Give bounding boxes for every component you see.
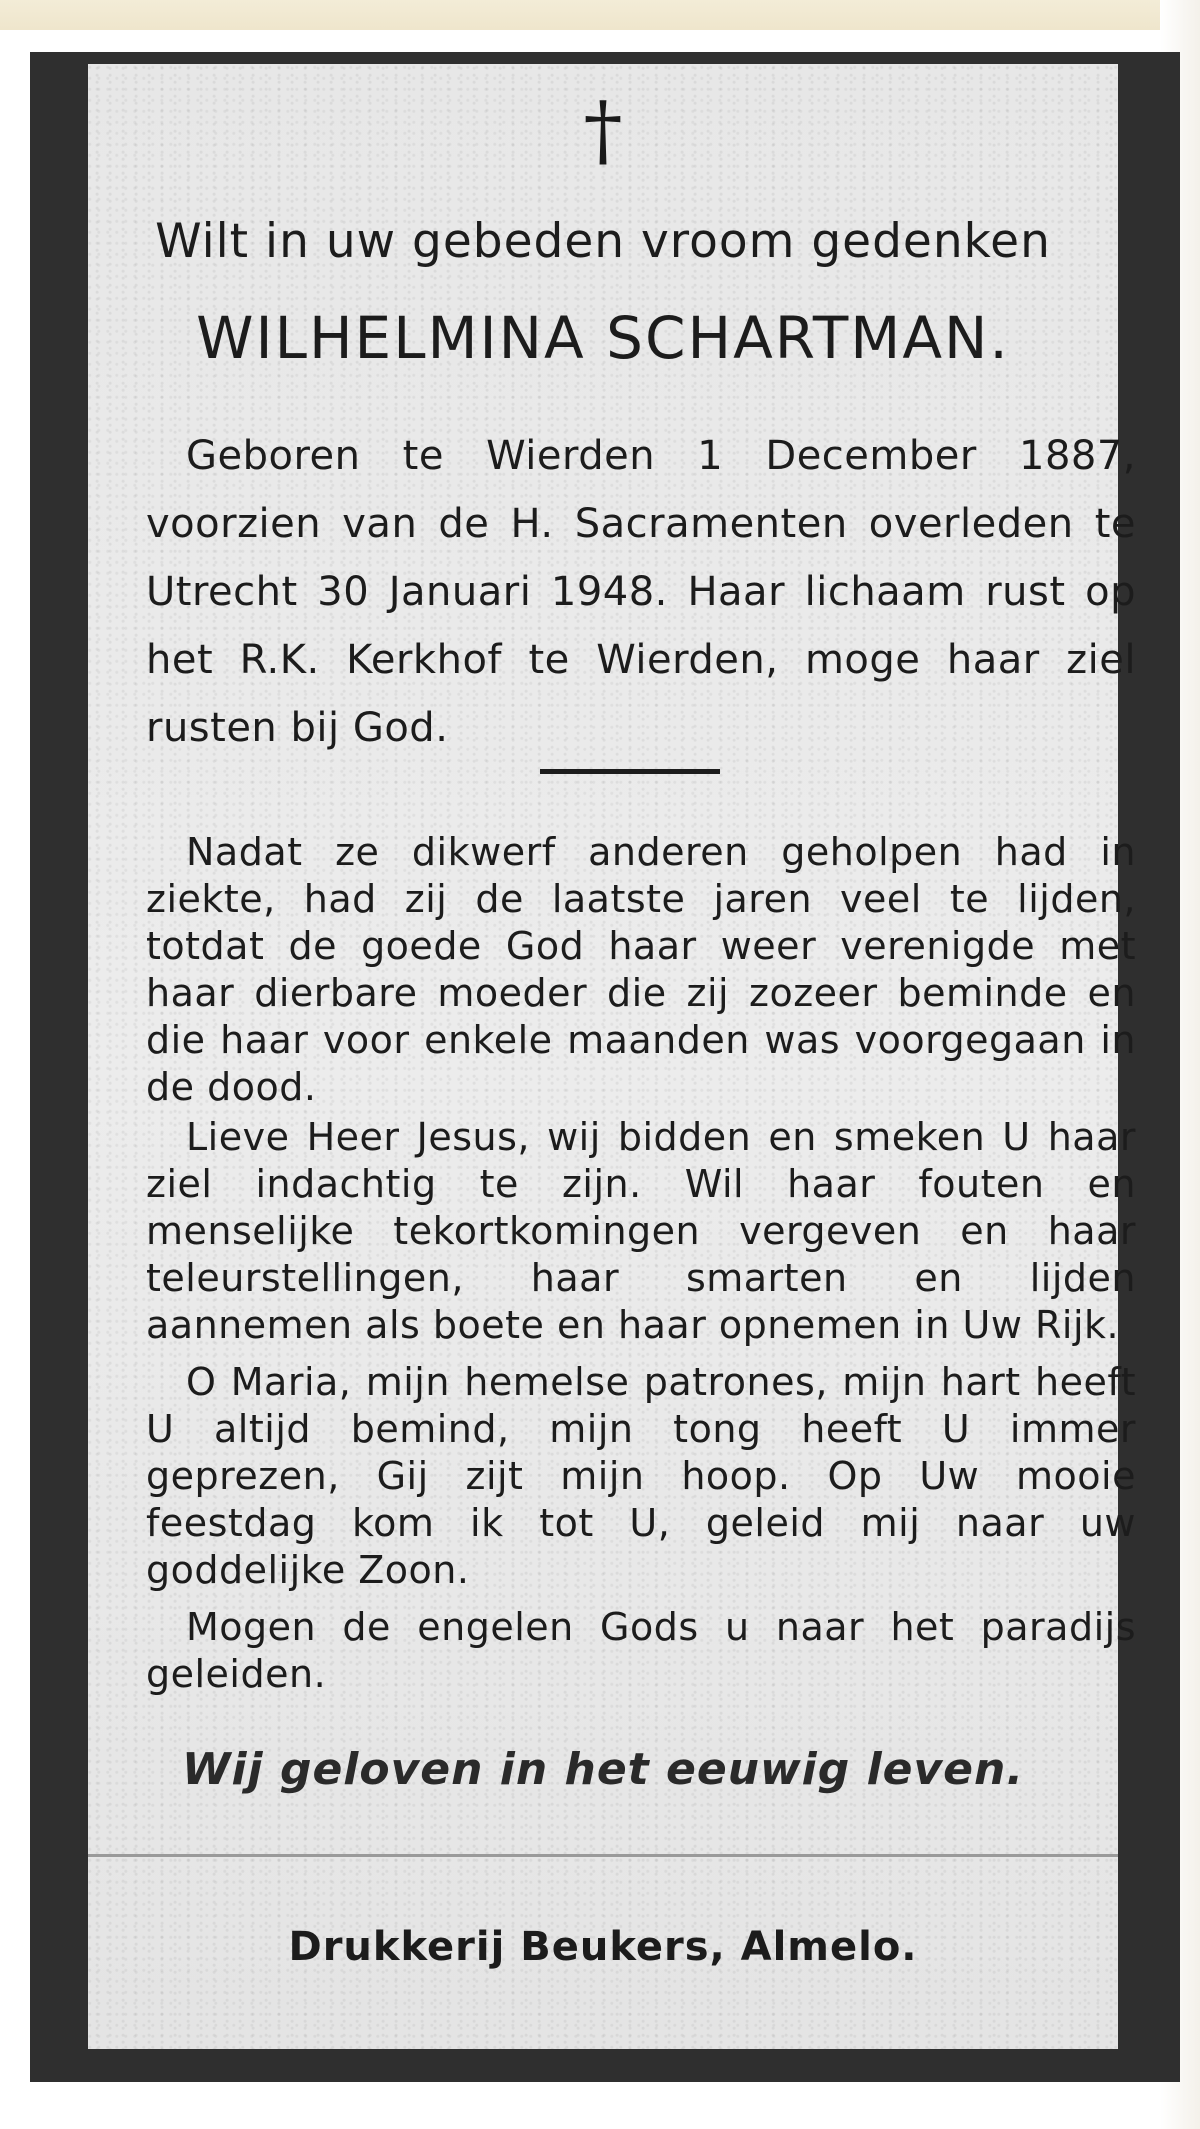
- paragraph-angels: Mogen de engelen Gods u naar het paradijs geleiden.: [146, 1605, 1136, 1696]
- paragraph-prayer-jesus: Lieve Heer Jesus, wij bidden en smeken U haar ziel indachtig te zijn. Wil haar fouten en menselijke tekortkomingen vergeven en haar teleurstellingen, haar smarten en lijden aannemen als boete en haar opnemen in Uw Rijk.: [146, 1115, 1136, 1347]
- intro-line: Wilt in uw gebeden vroom gedenken: [155, 214, 1051, 269]
- paragraph-prayer-maria: O Maria, mijn hemelse patrones, mijn hart heeft U altijd bemind, mijn tong heeft U immer geprezen, Gij zijt mijn hoop. Op Uw mooie feestdag kom ik tot U, geleid mij naar uw goddelijke Zoon.: [146, 1360, 1136, 1592]
- paper-background-strip: [0, 0, 1200, 30]
- mourning-card: [88, 64, 1136, 2049]
- cross-icon: †: [583, 86, 623, 176]
- printer-credit: Drukkerij Beukers, Almelo.: [288, 1924, 918, 1970]
- paragraph-life: Nadat ze dikwerf anderen geholpen had in ziekte, had zij de laatste jaren veel te lijden, totdat de goede God haar weer verenigde met haar dierbare moeder die zij zozeer beminde en die haar voor enkele maanden was voorgegaan in de dood.: [146, 830, 1136, 1109]
- mourning-card-border: [30, 52, 1180, 2082]
- divider-line: [540, 769, 720, 774]
- closing-line: Wij geloven in het eeuwig leven.: [181, 1744, 1025, 1795]
- deceased-name: WILHELMINA SCHARTMAN.: [196, 304, 1010, 372]
- footer-rule: [88, 1854, 1118, 1857]
- birth-death-paragraph: Geboren te Wierden 1 December 1887, voorzien van de H. Sacramenten overleden te Utrecht 30 Januari 1948. Haar lichaam rust op het R.K. Kerkhof te Wierden, moge haar ziel rusten bij God.: [146, 433, 1136, 751]
